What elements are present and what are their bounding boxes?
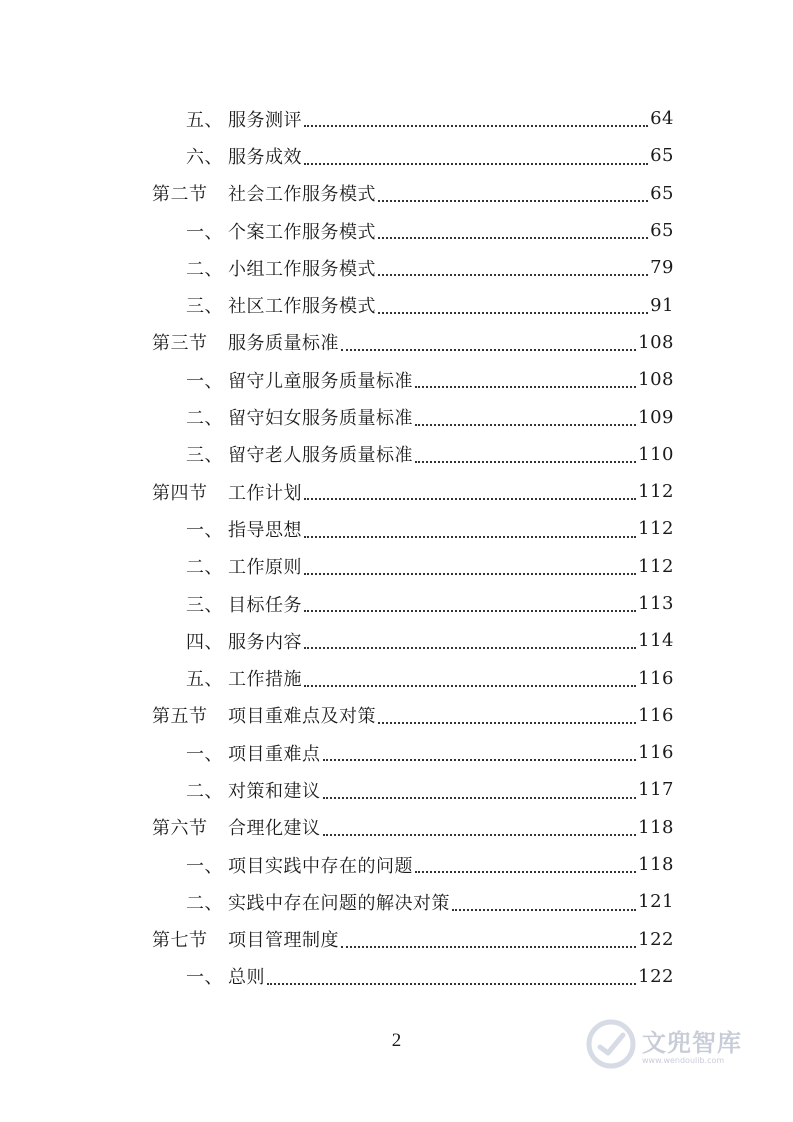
toc-entry-title: 留守老人服务质量标准: [228, 445, 413, 467]
toc-entry-page: 65: [650, 182, 674, 204]
toc-dot-leader: [267, 982, 636, 985]
toc-subsection-entry[interactable]: [152, 212, 674, 249]
toc-entry-page: 117: [638, 779, 674, 801]
toc-entry-prefix: 第四节: [152, 482, 208, 504]
toc-dot-leader: [415, 460, 636, 463]
toc-subsection-entry[interactable]: [152, 659, 674, 696]
toc-entry-prefix: 一、: [186, 855, 223, 877]
toc-entry-title: 目标任务: [228, 594, 302, 616]
toc-entry-title: 项目管理制度: [228, 930, 339, 952]
toc-entry-page: 116: [638, 742, 674, 764]
toc-dot-leader: [341, 348, 636, 351]
toc-subsection-entry[interactable]: [152, 771, 674, 808]
toc-entry-prefix: 三、: [186, 296, 223, 318]
toc-entry-prefix: 第六节: [152, 818, 208, 840]
toc-entry-prefix: 二、: [186, 892, 223, 914]
toc-subsection-entry[interactable]: [152, 510, 674, 547]
toc-entry-title: 服务成效: [228, 146, 302, 168]
toc-entry-title: 留守儿童服务质量标准: [228, 370, 413, 392]
toc-entry-title: 合理化建议: [228, 818, 321, 840]
toc-dot-leader: [415, 423, 636, 426]
toc-section-entry[interactable]: [152, 921, 674, 958]
toc-entry-page: 109: [638, 406, 674, 428]
toc-entry-prefix: 一、: [186, 519, 223, 541]
toc-entry-prefix: 五、: [186, 669, 223, 691]
toc-dot-leader: [378, 199, 648, 202]
watermark: [586, 1016, 766, 1072]
toc-dot-leader: [304, 684, 636, 687]
toc-entry-title: 服务内容: [228, 631, 302, 653]
toc-dot-leader: [304, 646, 636, 649]
toc-entry-prefix: 第二节: [152, 184, 208, 206]
toc-dot-leader: [304, 162, 648, 165]
toc-entry-title: 项目实践中存在的问题: [228, 855, 413, 877]
watermark-logo-icon: [586, 1019, 636, 1069]
toc-dot-leader: [378, 273, 648, 276]
toc-entry-title: 社会工作服务模式: [228, 184, 376, 206]
toc-dot-leader: [415, 870, 636, 873]
toc-entry-prefix: 一、: [186, 221, 223, 243]
toc-entry-page: 65: [650, 145, 674, 167]
toc-entry-prefix: 六、: [186, 146, 223, 168]
toc-entry-page: 79: [650, 257, 674, 279]
toc-entry-page: 65: [650, 220, 674, 242]
toc-dot-leader: [323, 833, 637, 836]
toc-subsection-entry[interactable]: [152, 249, 674, 286]
toc-subsection-entry[interactable]: [152, 436, 674, 473]
toc-entry-page: 110: [638, 443, 674, 465]
toc-entry-title: 留守妇女服务质量标准: [228, 408, 413, 430]
toc-subsection-entry[interactable]: [152, 846, 674, 883]
toc-entry-title: 小组工作服务模式: [228, 258, 376, 280]
toc-dot-leader: [378, 236, 648, 239]
toc-entry-prefix: 二、: [186, 557, 223, 579]
toc-entry-page: 114: [638, 630, 674, 652]
toc-entry-page: 112: [638, 481, 674, 503]
toc-entry-prefix: 第三节: [152, 333, 208, 355]
toc-entry-page: 121: [638, 891, 674, 913]
toc-entry-page: 91: [650, 294, 674, 316]
toc-entry-prefix: 三、: [186, 594, 223, 616]
toc-dot-leader: [323, 758, 637, 761]
toc-dot-leader: [304, 124, 648, 127]
toc-dot-leader: [378, 311, 648, 314]
toc-section-entry[interactable]: [152, 809, 674, 846]
toc-subsection-entry[interactable]: [152, 100, 674, 137]
toc-section-entry[interactable]: [152, 473, 674, 510]
toc-entry-prefix: 二、: [186, 780, 223, 802]
toc-entry-page: 116: [638, 704, 674, 726]
toc-entry-page: 118: [638, 816, 674, 838]
toc-subsection-entry[interactable]: [152, 137, 674, 174]
toc-entry-prefix: 第五节: [152, 706, 208, 728]
toc-entry-page: 122: [638, 965, 674, 987]
toc-entry-title: 社区工作服务模式: [228, 296, 376, 318]
toc-section-entry[interactable]: [152, 175, 674, 212]
toc-entry-prefix: 第七节: [152, 930, 208, 952]
toc-dot-leader: [304, 497, 636, 500]
toc-entry-page: 122: [638, 928, 674, 950]
toc-entry-title: 对策和建议: [228, 780, 321, 802]
toc-dot-leader: [304, 609, 636, 612]
toc-entry-title: 服务测评: [228, 109, 302, 131]
toc-subsection-entry[interactable]: [152, 958, 674, 995]
toc-section-entry[interactable]: [152, 324, 674, 361]
toc-entry-title: 总则: [228, 967, 265, 989]
toc-entry-page: 112: [638, 518, 674, 540]
toc-dot-leader: [452, 908, 636, 911]
watermark-url: www.wendoulib.com: [642, 1056, 725, 1065]
toc-entry-prefix: 四、: [186, 631, 223, 653]
toc-entry-page: 64: [650, 108, 674, 130]
toc-dot-leader: [415, 385, 636, 388]
toc-entry-page: 112: [638, 555, 674, 577]
toc-entry-prefix: 一、: [186, 967, 223, 989]
toc-entry-page: 116: [638, 667, 674, 689]
table-of-contents: [152, 100, 674, 995]
toc-entry-prefix: 五、: [186, 109, 223, 131]
page-number: 2: [391, 1030, 402, 1051]
toc-section-entry[interactable]: [152, 697, 674, 734]
toc-subsection-entry[interactable]: [152, 286, 674, 323]
toc-entry-prefix: 三、: [186, 445, 223, 467]
toc-entry-page: 108: [638, 331, 674, 353]
toc-entry-title: 实践中存在问题的解决对策: [228, 892, 450, 914]
toc-dot-leader: [304, 572, 636, 575]
toc-entry-title: 项目重难点: [228, 743, 321, 765]
toc-subsection-entry[interactable]: [152, 361, 674, 398]
toc-entry-title: 项目重难点及对策: [228, 706, 376, 728]
toc-entry-prefix: 一、: [186, 743, 223, 765]
toc-entry-title: 指导思想: [228, 519, 302, 541]
toc-dot-leader: [378, 721, 636, 724]
toc-dot-leader: [323, 796, 637, 799]
toc-subsection-entry[interactable]: [152, 734, 674, 771]
toc-entry-page: 113: [638, 593, 674, 614]
toc-entry-prefix: 一、: [186, 370, 223, 392]
toc-dot-leader: [304, 535, 636, 538]
toc-subsection-entry[interactable]: [152, 398, 674, 435]
toc-entry-title: 工作措施: [228, 669, 302, 691]
toc-entry-title: 工作原则: [228, 557, 302, 579]
toc-subsection-entry[interactable]: [152, 883, 674, 920]
toc-entry-prefix: 二、: [186, 258, 223, 280]
toc-entry-prefix: 二、: [186, 408, 223, 430]
toc-subsection-entry[interactable]: [152, 622, 674, 659]
toc-entry-title: 服务质量标准: [228, 333, 339, 355]
toc-entry-title: 工作计划: [228, 482, 302, 504]
toc-entry-page: 108: [638, 369, 674, 391]
toc-subsection-entry[interactable]: [152, 548, 674, 585]
toc-entry-page: 118: [638, 854, 674, 876]
toc-subsection-entry[interactable]: [152, 585, 674, 622]
toc-dot-leader: [341, 945, 636, 948]
watermark-name: 文兜智库: [642, 1029, 742, 1057]
toc-entry-title: 个案工作服务模式: [228, 221, 376, 243]
